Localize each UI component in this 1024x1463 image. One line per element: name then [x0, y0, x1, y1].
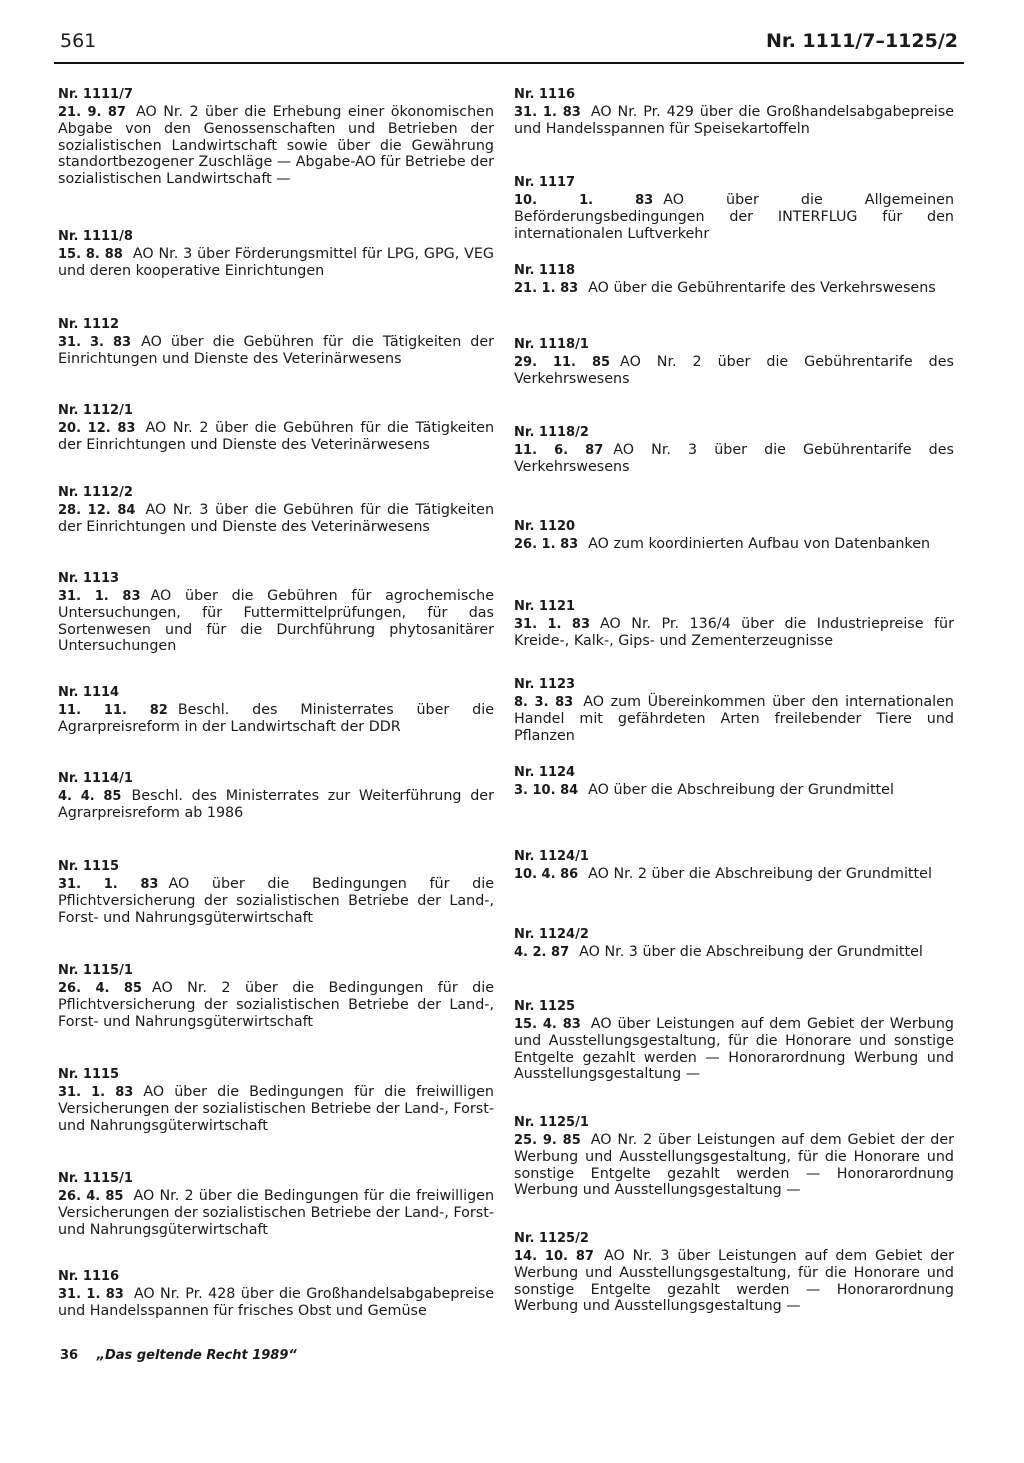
entry-number: Nr. 1115 [58, 1067, 120, 1082]
entry-number: Nr. 1120 [514, 519, 576, 534]
entry-number: Nr. 1114 [58, 685, 120, 700]
entry-date: 31. 1. 83 [58, 1084, 134, 1100]
right-entry [514, 1231, 954, 1315]
entry-text: AO Nr. 2 über die Bedingungen für die freiwilligen Versicherungen der sozialistischen Betriebe der Land-, Forst- und Nahrungsgüterwirtschaft [58, 1187, 495, 1238]
entry-date: 25. 9. 85 [514, 1132, 581, 1148]
entry-date: 21. 1. 83 [514, 280, 579, 296]
entry-number: Nr. 1125/1 [514, 1115, 589, 1130]
entry-description [58, 420, 494, 454]
entry-date: 29. 11. 85 [514, 354, 611, 370]
entry-text: AO Nr. 2 über die Bedingungen für die Pflichtversicherung der sozialistischen Betriebe der Land-, Forst- und Nahrungsgüterwirtschaft [58, 979, 495, 1030]
entry-description [514, 694, 954, 745]
entry-date: 8. 3. 83 [514, 694, 574, 710]
right-entry [514, 677, 954, 744]
entry-text: AO Nr. Pr. 136/4 über die Industriepreise für Kreide-, Kalk-, Gips- und Zementerzeugnisse [514, 615, 954, 649]
entry-date: 3. 10. 84 [514, 782, 579, 798]
right-entry [514, 87, 954, 138]
right-entry [514, 263, 954, 297]
entry-text: AO Nr. Pr. 429 über die Großhandelsabgabepreise und Handelsspannen für Speisekartoffeln [514, 103, 954, 137]
entry-number: Nr. 1111/7 [58, 87, 133, 102]
entry-date: 31. 1. 83 [514, 104, 581, 120]
entry-text: AO Nr. 3 über die Gebühren für die Tätigkeiten der Einrichtungen und Dienste des Veterinärwesens [58, 501, 494, 535]
entry-description [514, 1016, 954, 1083]
entry-date: 31. 3. 83 [58, 334, 132, 350]
entry-number: Nr. 1112 [58, 317, 120, 332]
entry-text: AO über die Abschreibung der Grundmittel [588, 781, 894, 798]
entry-date: 31. 1. 83 [58, 876, 159, 892]
entry-number: Nr. 1113 [58, 571, 120, 586]
entry-date: 28. 12. 84 [58, 502, 136, 518]
entry-number: Nr. 1115 [58, 859, 120, 874]
entry-description [58, 1188, 494, 1239]
page-range-header: Nr. 1111/7–1125/2 [766, 30, 958, 52]
entry-date: 15. 8. 88 [58, 246, 123, 262]
entry-text: AO über die Bedingungen für die freiwilligen Versicherungen der sozialistischen Betriebe der Land-, Forst- und Nahrungsgüterwirtschaft [58, 1083, 494, 1134]
entry-text: AO Nr. 2 über die Erhebung einer ökonomischen Abgabe von den Genossenschaften und Betrieben der sozialistischen Landwirtschaft sowie über die Gewährung standortbezogener Zuschläge — Abgabe-AO für Betriebe der sozialistischen Landwirtschaft — [58, 103, 495, 187]
entry-description [514, 192, 954, 243]
page-number: 561 [60, 30, 97, 52]
entry-date: 21. 9. 87 [58, 104, 126, 120]
entry-description [514, 1248, 954, 1315]
entry-text: AO über die Bedingungen für die Pflichtversicherung der sozialistischen Betriebe der Land-, Forst- und Nahrungsgüterwirtschaft [58, 875, 494, 926]
left-entry [58, 485, 494, 536]
left-entry [58, 1171, 494, 1238]
entry-text: AO Nr. 3 über die Abschreibung der Grundmittel [579, 943, 923, 960]
entry-text: AO Nr. 2 über die Gebührentarife des Verkehrswesens [514, 353, 955, 387]
entry-date: 31. 1. 83 [514, 616, 591, 632]
entry-date: 14. 10. 87 [514, 1248, 594, 1264]
right-entry [514, 1115, 954, 1199]
entry-number: Nr. 1118 [514, 263, 576, 278]
footer-title: „Das geltende Recht 1989“ [96, 1348, 297, 1363]
left-entry [58, 1269, 494, 1320]
left-entry [58, 317, 494, 368]
entry-date: 10. 4. 86 [514, 866, 579, 882]
entry-description [58, 588, 494, 655]
left-entry [58, 571, 494, 655]
entry-description [58, 334, 494, 368]
entry-number: Nr. 1116 [514, 87, 576, 102]
entry-date: 26. 4. 85 [58, 1188, 124, 1204]
entry-number: Nr. 1114/1 [58, 771, 133, 786]
entry-number: Nr. 1118/2 [514, 425, 589, 440]
entry-text: AO über die Gebührentarife des Verkehrswesens [588, 279, 936, 296]
entry-text: AO zum koordinierten Aufbau von Datenbanken [588, 535, 931, 552]
entry-date: 20. 12. 83 [58, 420, 136, 436]
entry-description [514, 866, 954, 884]
entry-description [58, 246, 494, 280]
entry-date: 31. 1. 83 [58, 588, 141, 604]
entry-number: Nr. 1124 [514, 765, 576, 780]
entry-description [58, 1286, 494, 1320]
left-entry [58, 229, 494, 280]
right-entry [514, 519, 954, 553]
page-footer [60, 1348, 297, 1363]
entry-text: AO Nr. 3 über die Gebührentarife des Verkehrswesens [514, 441, 954, 475]
entry-description [58, 876, 494, 927]
entry-description [58, 980, 494, 1031]
entry-description [58, 104, 494, 188]
entry-number: Nr. 1116 [58, 1269, 120, 1284]
entry-description [514, 616, 954, 650]
left-entry [58, 403, 494, 454]
right-entry [514, 599, 954, 650]
entry-text: AO zum Übereinkommen über den internationalen Handel mit gefährdeten Arten freilebender Tiere und Pflanzen [514, 693, 954, 744]
entry-description [514, 536, 954, 554]
entry-number: Nr. 1111/8 [58, 229, 133, 244]
entry-description [514, 354, 954, 388]
entry-number: Nr. 1121 [514, 599, 576, 614]
entry-text: AO über Leistungen auf dem Gebiet der Werbung und Ausstellungsgestaltung, für die Honorare und sonstige Entgelte gezahlt werden — Honorarordnung Werbung und Ausstellungsgestaltung — [514, 1015, 954, 1082]
entry-number: Nr. 1117 [514, 175, 576, 190]
entry-date: 10. 1. 83 [514, 192, 654, 208]
entry-text: AO Nr. 2 über die Abschreibung der Grundmittel [588, 865, 932, 882]
right-entry [514, 337, 954, 388]
entry-date: 26. 1. 83 [514, 536, 579, 552]
entry-description [514, 280, 954, 298]
entry-number: Nr. 1123 [514, 677, 576, 692]
entry-description [514, 442, 954, 476]
right-entry [514, 849, 954, 883]
entry-date: 31. 1. 83 [58, 1286, 124, 1302]
entry-text: AO über die Gebühren für agrochemische Untersuchungen, für Futtermittelprüfungen, für das Sortenwesen und für die Durchführung phytosanitärer Untersuchungen [58, 587, 495, 654]
entry-number: Nr. 1124/2 [514, 927, 589, 942]
left-entry [58, 1067, 494, 1134]
entry-number: Nr. 1118/1 [514, 337, 589, 352]
entry-description [514, 944, 954, 962]
entry-text: AO Nr. 2 über die Gebühren für die Tätigkeiten der Einrichtungen und Dienste des Veterinärwesens [58, 419, 494, 453]
left-entry [58, 771, 494, 822]
entry-description [58, 702, 494, 736]
left-entry [58, 87, 494, 187]
entry-description [514, 1132, 954, 1199]
right-entry [514, 425, 954, 476]
entry-text: AO Nr. 3 über Förderungsmittel für LPG, GPG, VEG und deren kooperative Einrichtungen [58, 245, 495, 279]
footer-number: 36 [60, 1348, 79, 1363]
entry-text: AO Nr. 2 über Leistungen auf dem Gebiet der der Werbung und Ausstellungsgestaltung, für die Honorare und sonstige Entgelte gezahlt werden — Honorarordnung Werbung und Ausstellungsgestaltung — [514, 1131, 955, 1198]
entry-number: Nr. 1125 [514, 999, 576, 1014]
entry-text: Beschl. des Ministerrates zur Weiterführung der Agrarpreisreform ab 1986 [58, 787, 494, 821]
entry-date: 15. 4. 83 [514, 1016, 581, 1032]
entry-number: Nr. 1125/2 [514, 1231, 589, 1246]
entry-date: 26. 4. 85 [58, 980, 142, 996]
entry-description [58, 502, 494, 536]
right-entry [514, 175, 954, 242]
right-entry [514, 999, 954, 1083]
entry-number: Nr. 1115/1 [58, 963, 133, 978]
entry-description [514, 104, 954, 138]
entry-text: AO Nr. 3 über Leistungen auf dem Gebiet der Werbung und Ausstellungsgestaltung, für die Honorare und sonstige Entgelte gezahlt werden — Honorarordnung Werbung und Ausstellungsgestaltung — [514, 1247, 955, 1314]
entry-text: AO über die Gebühren für die Tätigkeiten der Einrichtungen und Dienste des Veterinärwesens [58, 333, 494, 367]
entry-description [58, 788, 494, 822]
entry-text: Beschl. des Ministerrates über die Agrarpreisreform in der Landwirtschaft der DDR [58, 701, 495, 735]
header-rule [54, 62, 964, 64]
left-entry [58, 963, 494, 1030]
entry-number: Nr. 1115/1 [58, 1171, 133, 1186]
entry-number: Nr. 1124/1 [514, 849, 589, 864]
entry-text: AO über die Allgemeinen Beförderungsbedingungen der INTERFLUG für den internationalen Luftverkehr [514, 191, 955, 242]
entry-date: 4. 2. 87 [514, 944, 570, 960]
entry-description [58, 1084, 494, 1135]
entry-text: AO Nr. Pr. 428 über die Großhandelsabgabepreise und Handelsspannen für frisches Obst und Gemüse [58, 1285, 494, 1319]
entry-date: 11. 11. 82 [58, 702, 168, 718]
entry-date: 11. 6. 87 [514, 442, 604, 458]
left-entry [58, 685, 494, 736]
entry-description [514, 782, 954, 800]
right-entry [514, 765, 954, 799]
entry-number: Nr. 1112/1 [58, 403, 133, 418]
left-entry [58, 859, 494, 926]
right-entry [514, 927, 954, 961]
entry-number: Nr. 1112/2 [58, 485, 133, 500]
entry-date: 4. 4. 85 [58, 788, 122, 804]
